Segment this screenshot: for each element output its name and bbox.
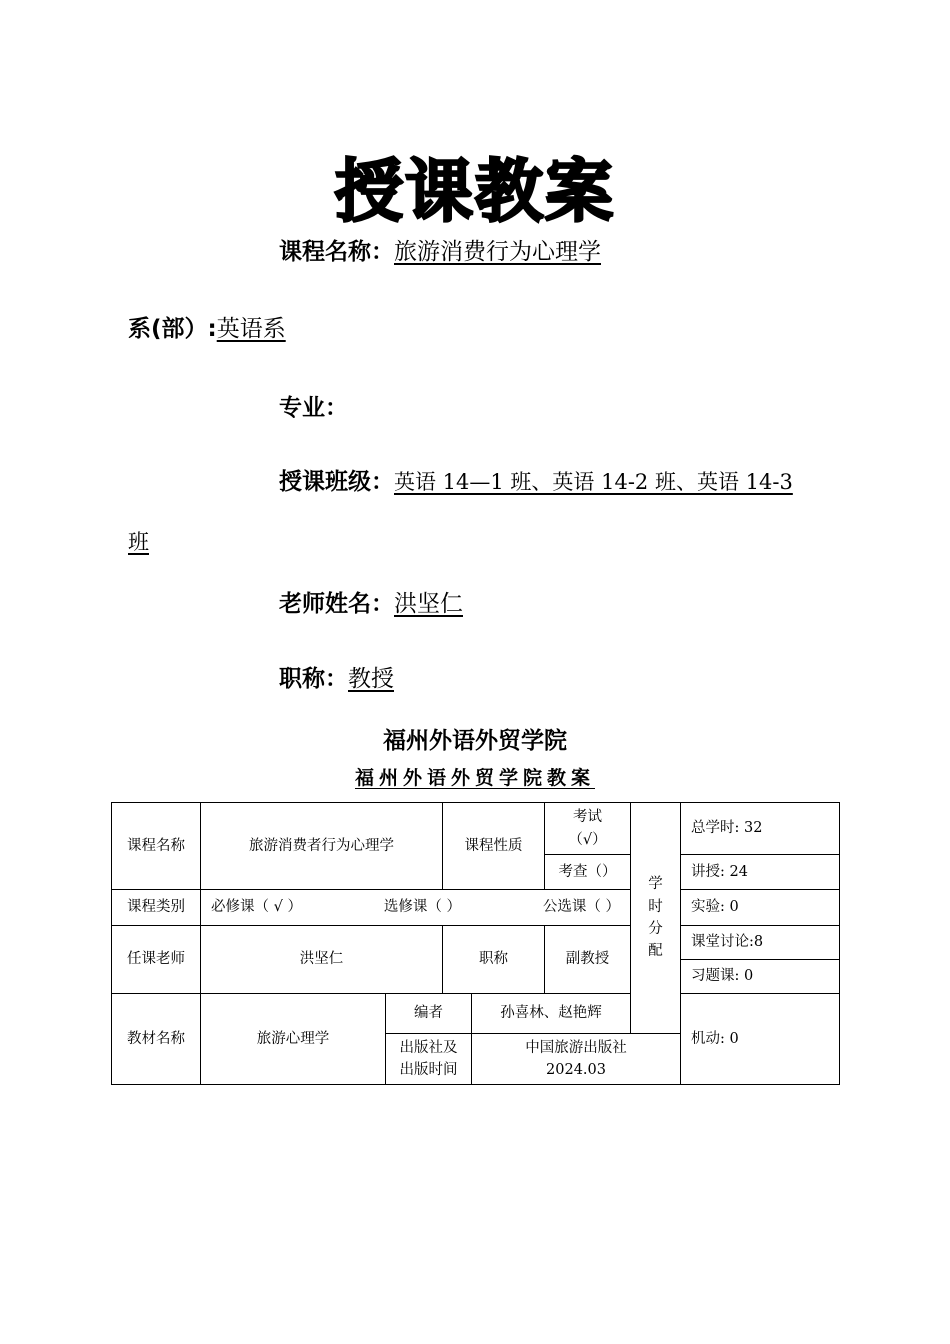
rank-cell: 副教授: [545, 926, 631, 994]
major-label: 专业：: [279, 395, 348, 421]
experiment-hours-cell: 实验: 0: [681, 890, 840, 926]
teacher-field: [279, 585, 463, 618]
course-info-table: [111, 802, 840, 1085]
table-row: [112, 803, 840, 855]
teacher-header: 任课老师: [112, 926, 201, 994]
title-value: 教授: [348, 666, 394, 692]
exam-cell: [545, 803, 631, 855]
classes-field: [279, 463, 793, 496]
classes-value: 英语 14—1 班、英语 14-2 班、英语 14-3: [394, 470, 793, 494]
classes-label: 授课班级：: [279, 469, 394, 495]
teacher-value: 洪坚仁: [394, 591, 463, 617]
hours-allocation-header: [631, 803, 681, 1034]
classes-value-continued: 班: [128, 530, 149, 554]
table-row: [112, 994, 840, 1034]
classes-value-continued-line: [128, 526, 149, 556]
exam-line2: （√）: [568, 831, 607, 848]
course-name-cell: 旅游消费者行为心理学: [201, 803, 443, 890]
check-cell: 考查（）: [545, 855, 631, 890]
document-title: 授课教案: [334, 153, 615, 232]
course-type-header: 课程类别: [112, 890, 201, 926]
editor-cell: 孙喜林、赵艳辉: [472, 994, 631, 1034]
required-option: 必修课（ √ ）: [211, 899, 302, 916]
publisher-name: 中国旅游出版社: [525, 1039, 627, 1056]
editor-header: 编者: [386, 994, 472, 1034]
table-row: [112, 890, 840, 926]
school-name: 福州外语外贸学院: [383, 728, 567, 754]
course-name-value: 旅游消费行为心理学: [394, 239, 601, 265]
table-row: [112, 926, 840, 960]
elective-option: 选修课（ ）: [383, 899, 461, 916]
exam-line1: 考试: [573, 809, 602, 826]
publisher-header-line1: 出版社及: [399, 1039, 458, 1056]
total-hours-cell: 总学时: 32: [681, 803, 840, 855]
department-label: 系(部）:: [128, 316, 217, 342]
title-label: 职称：: [279, 666, 348, 692]
rank-header: 职称: [443, 926, 545, 994]
discussion-hours-cell: 课堂讨论:8: [681, 926, 840, 960]
public-elective-option: 公选课（ ）: [542, 899, 620, 916]
textbook-header: 教材名称: [112, 994, 201, 1085]
textbook-cell: 旅游心理学: [201, 994, 386, 1085]
hours-char-4: 配: [648, 943, 663, 960]
major-field: [279, 389, 348, 422]
course-name-header: 课程名称: [112, 803, 201, 890]
publisher-header: [386, 1034, 472, 1085]
course-type-options: [201, 890, 631, 926]
course-nature-header: 课程性质: [443, 803, 545, 890]
teacher-label: 老师姓名：: [279, 591, 394, 617]
publisher-header-line2: 出版时间: [399, 1062, 458, 1078]
hours-char-3: 分: [648, 921, 663, 937]
publisher-cell: [472, 1034, 681, 1085]
exercise-hours-cell: 习题课: 0: [681, 960, 840, 994]
department-value: 英语系: [216, 316, 286, 342]
hours-char-1: 学: [648, 876, 663, 893]
lecture-hours-cell: 讲授: 24: [681, 855, 840, 890]
plan-title: 福州外语外贸学院教案: [354, 767, 595, 789]
flexible-hours-cell: 机动: 0: [681, 994, 840, 1085]
course-name-field: [279, 233, 601, 266]
hours-char-2: 时: [648, 898, 663, 915]
course-name-label: 课程名称：: [279, 239, 394, 265]
department-field: [128, 310, 286, 343]
teacher-cell: 洪坚仁: [201, 926, 443, 994]
title-field: [279, 660, 394, 693]
publish-date: 2024.03: [546, 1062, 606, 1078]
